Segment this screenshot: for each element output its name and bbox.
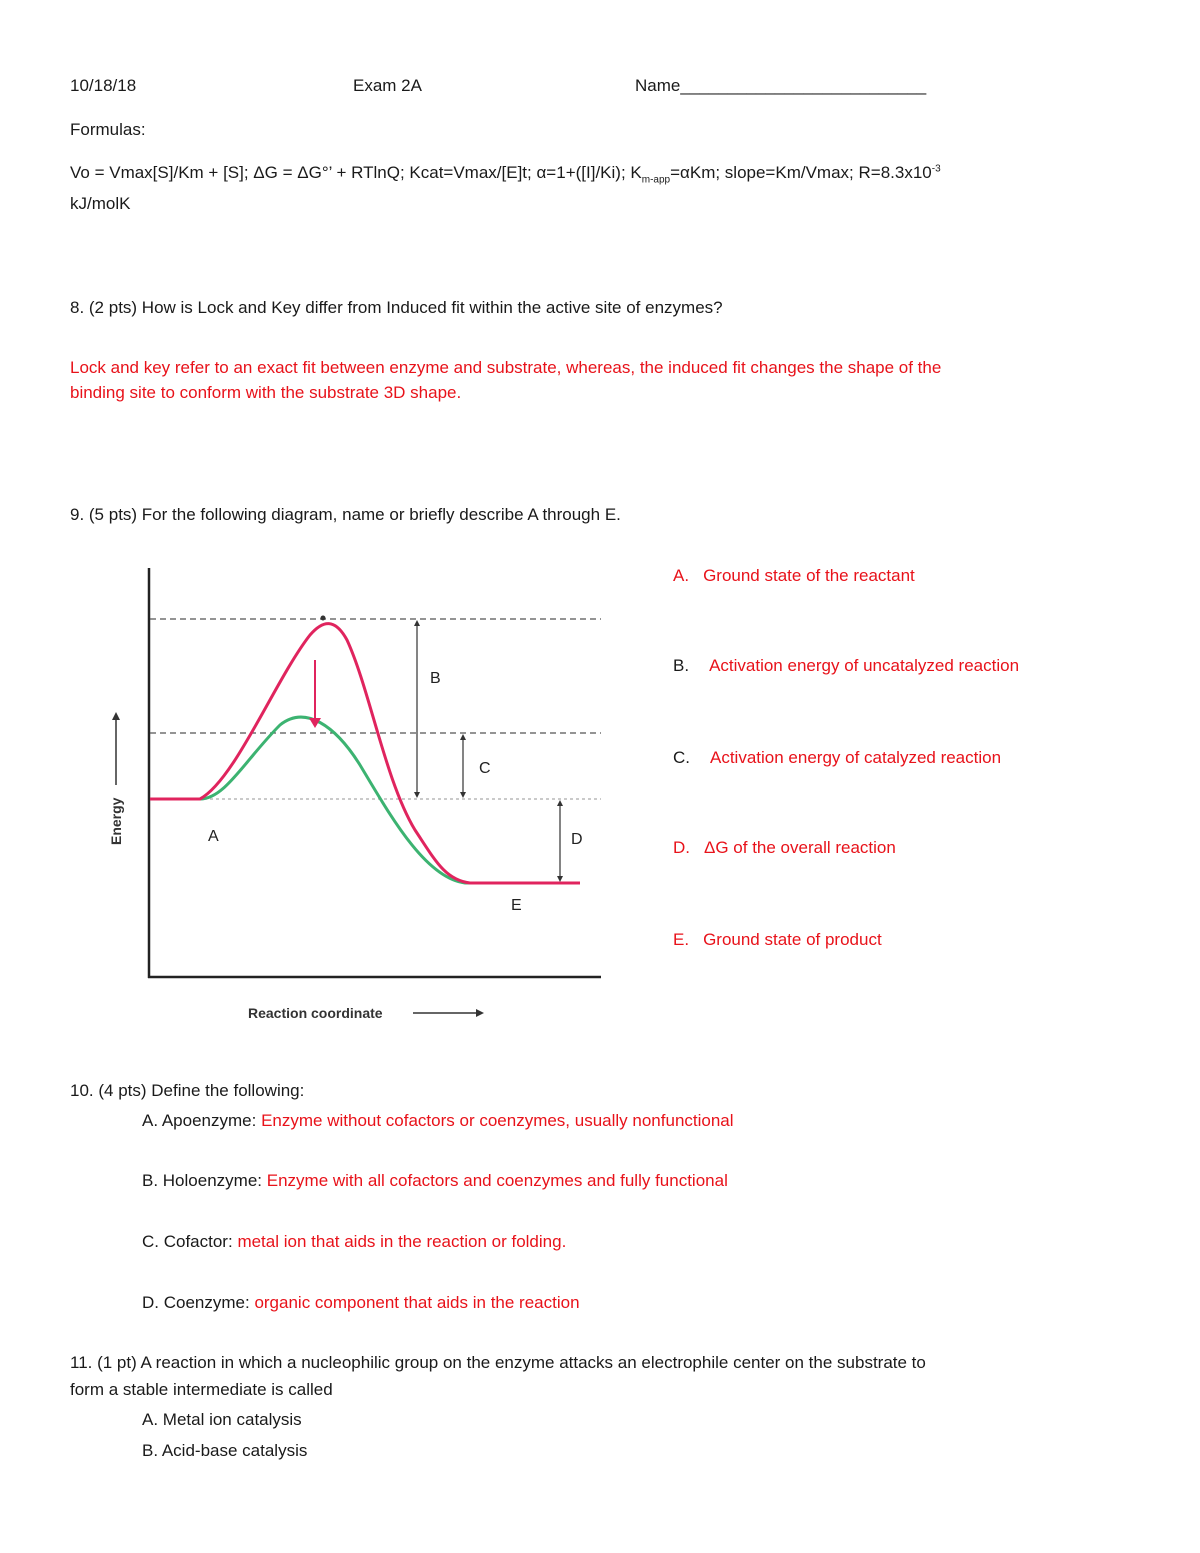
- question-11-line2: form a stable intermediate is called: [70, 1380, 333, 1399]
- formulas-line: [70, 163, 941, 185]
- answer-9e: [673, 930, 882, 950]
- term-holoenzyme: B. Holoenzyme:: [142, 1171, 262, 1190]
- name-field[interactable]: [635, 76, 926, 96]
- option-11a[interactable]: A. Metal ion catalysis: [142, 1410, 302, 1429]
- answer-8-line1: Lock and key refer to an exact fit between enzyme and substrate, whereas, the induced fit changes the shape of the: [70, 358, 942, 377]
- y-axis-label-group: [108, 712, 124, 845]
- name-line: __________________________: [680, 76, 927, 95]
- option-11b[interactable]: B. Acid-base catalysis: [142, 1441, 308, 1460]
- formulas-units: kJ/molK: [70, 194, 131, 213]
- answer-9b-text: Activation energy of uncatalyzed reaction: [709, 656, 1020, 675]
- define-coenzyme: [142, 1293, 580, 1313]
- answer-9a-letter: A.: [673, 566, 690, 585]
- answer-8-line2: binding site to conform with the substrate 3D shape.: [70, 383, 462, 402]
- answer-9a-text: Ground state of the reactant: [703, 566, 915, 585]
- def-cofactor: metal ion that aids in the reaction or folding.: [237, 1232, 567, 1251]
- answer-9b: [673, 656, 1019, 676]
- y-axis-label: Energy: [108, 797, 124, 845]
- b-arrow-top: [414, 620, 420, 626]
- answer-9d-text: ΔG of the overall reaction: [704, 838, 896, 857]
- question-11-line1: 11. (1 pt) A reaction in which a nucleophilic group on the enzyme attacks an electrophile center on the substrate to: [70, 1353, 926, 1372]
- define-apoenzyme: [142, 1111, 734, 1131]
- formulas-subscript: m-app: [641, 174, 671, 186]
- b-arrow-bottom: [414, 792, 420, 798]
- x-axis-label: Reaction coordinate: [248, 1005, 383, 1021]
- term-cofactor: C. Cofactor:: [142, 1232, 233, 1251]
- peak-dot: [321, 616, 326, 621]
- question-9: 9. (5 pts) For the following diagram, name or briefly describe A through E.: [70, 505, 621, 524]
- question-10: 10. (4 pts) Define the following:: [70, 1081, 305, 1100]
- c-arrow-top: [460, 734, 466, 740]
- x-axis-label-arrowhead: [476, 1009, 484, 1017]
- answer-9e-text: Ground state of product: [703, 930, 882, 949]
- def-apoenzyme: Enzyme without cofactors or coenzymes, usually nonfunctional: [261, 1111, 734, 1130]
- name-label: Name: [635, 76, 681, 95]
- exam-date: 10/18/18: [70, 76, 137, 95]
- exam-title: Exam 2A: [353, 76, 422, 95]
- answer-9a: [673, 566, 915, 586]
- energy-diagram: [95, 560, 615, 1030]
- def-holoenzyme: Enzyme with all cofactors and coenzymes and fully functional: [266, 1171, 728, 1190]
- label-b: B: [430, 670, 441, 687]
- label-a: A: [208, 828, 219, 845]
- y-axis-label-arrowhead: [112, 712, 120, 720]
- formulas-part-a: Vo = Vmax[S]/Km + [S]; ΔG = ΔG°’ + RTlnQ; Kcat=Vmax/[E]t; α=1+([I]/Ki); K: [70, 163, 642, 182]
- answer-9c: [673, 748, 1001, 768]
- answer-9b-letter: B.: [673, 656, 690, 675]
- term-apoenzyme: A. Apoenzyme:: [142, 1111, 257, 1130]
- label-d: D: [571, 831, 583, 848]
- answer-9c-text: Activation energy of catalyzed reaction: [710, 748, 1002, 767]
- label-c: C: [479, 760, 491, 777]
- question-8: 8. (2 pts) How is Lock and Key differ from Induced fit within the active site of enzymes?: [70, 298, 723, 317]
- label-e: E: [511, 897, 522, 914]
- answer-9d-letter: D.: [673, 838, 690, 857]
- catalyzed-curve: [150, 717, 580, 883]
- d-arrow-top: [557, 800, 563, 806]
- formulas-part-b: =αKm; slope=Km/Vmax; R=8.3x10: [670, 163, 932, 182]
- d-arrow-bottom: [557, 876, 563, 882]
- define-holoenzyme: [142, 1171, 728, 1191]
- answer-9e-letter: E.: [673, 930, 690, 949]
- answer-9c-letter: C.: [673, 748, 690, 767]
- c-arrow-bottom: [460, 792, 466, 798]
- def-coenzyme: organic component that aids in the reaction: [254, 1293, 580, 1312]
- formulas-label: Formulas:: [70, 120, 146, 139]
- define-cofactor: [142, 1232, 566, 1252]
- formulas-superscript: -3: [931, 163, 941, 175]
- answer-9d: [673, 838, 896, 858]
- term-coenzyme: D. Coenzyme:: [142, 1293, 250, 1312]
